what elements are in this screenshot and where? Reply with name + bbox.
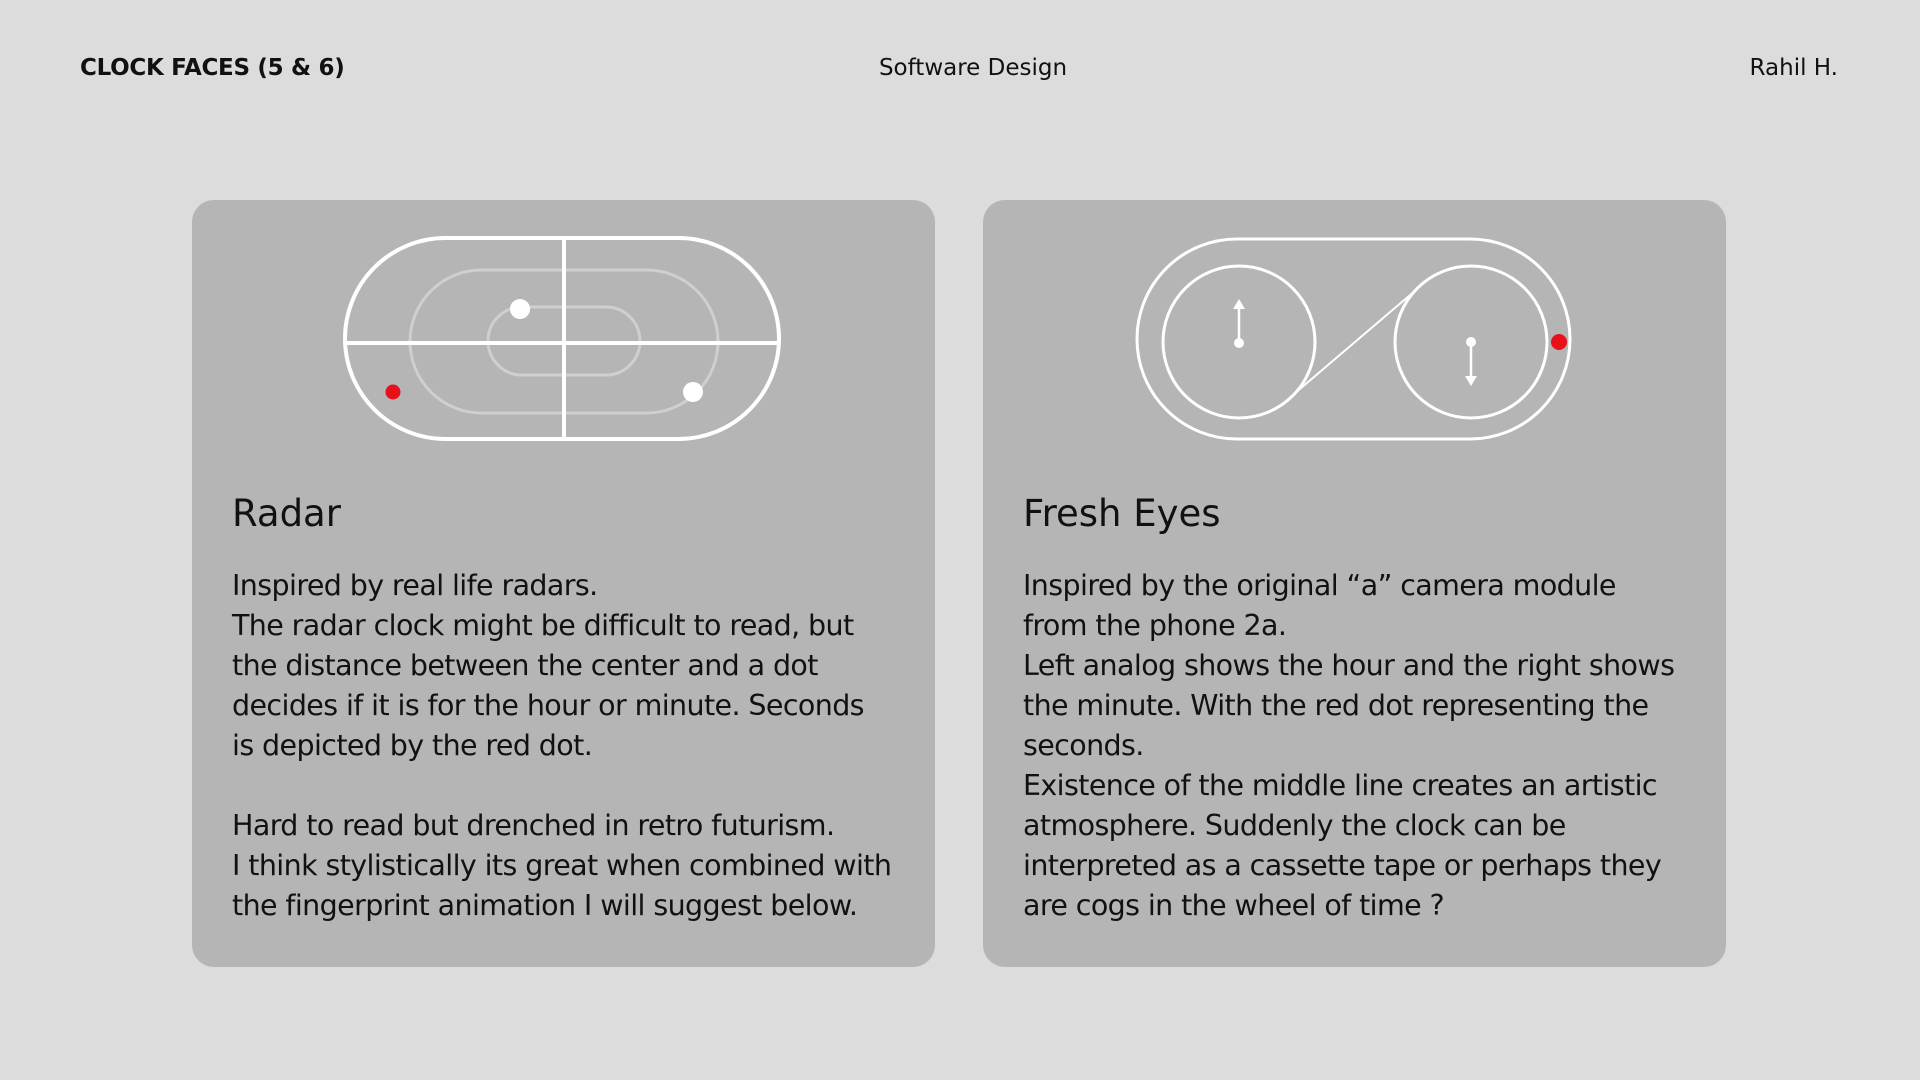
deck-title: CLOCK FACES (5 & 6) [80,55,345,81]
card-description [1023,566,1713,926]
author-name: Rahil H. [1749,55,1838,81]
radar-hour-dot [510,299,530,319]
description-line: from the phone 2a. [1023,609,1287,642]
description-line: I think stylistically its great when combined with [232,849,892,882]
description-line: is depicted by the red dot. [232,729,593,762]
description-line: Left analog shows the hour and the right shows [1023,649,1675,682]
minute-dial-center [1466,337,1476,347]
fresh-eyes-card [983,200,1726,967]
description-line: Inspired by real life radars. [232,569,598,602]
description-line: Inspired by the original “a” camera module [1023,569,1616,602]
description-line: the fingerprint animation I will suggest below. [232,889,858,922]
description-line: the distance between the center and a dot [232,649,818,682]
description-line: Hard to read but drenched in retro futurism. [232,809,835,842]
radar-seconds-dot [386,385,401,400]
description-line: seconds. [1023,729,1144,762]
description-line: the minute. With the red dot representing the [1023,689,1649,722]
radar-minute-dot [683,382,703,402]
fresh-eyes-seconds-dot [1551,334,1567,350]
paragraph-spacer [232,766,922,806]
hour-hand-arrow-icon [1233,299,1245,309]
middle-tape-line [1294,290,1416,394]
description-line: atmosphere. Suddenly the clock can be [1023,809,1566,842]
hour-dial-center [1234,338,1244,348]
card-title: Fresh Eyes [1023,492,1221,535]
radar-card [192,200,935,967]
description-line: interpreted as a cassette tape or perhaps they [1023,849,1662,882]
description-line: decides if it is for the hour or minute. Seconds [232,689,864,722]
radar-clock-illustration [192,236,935,448]
description-line: Existence of the middle line creates an artistic [1023,769,1657,802]
description-line: are cogs in the wheel of time ? [1023,889,1445,922]
minute-hand-arrow-icon [1465,376,1477,386]
card-description [232,566,922,926]
fresh-eyes-clock-illustration [983,236,1726,448]
card-title: Radar [232,492,341,535]
description-line: The radar clock might be difficult to read, but [232,609,854,642]
section-label: Software Design [878,55,1068,81]
